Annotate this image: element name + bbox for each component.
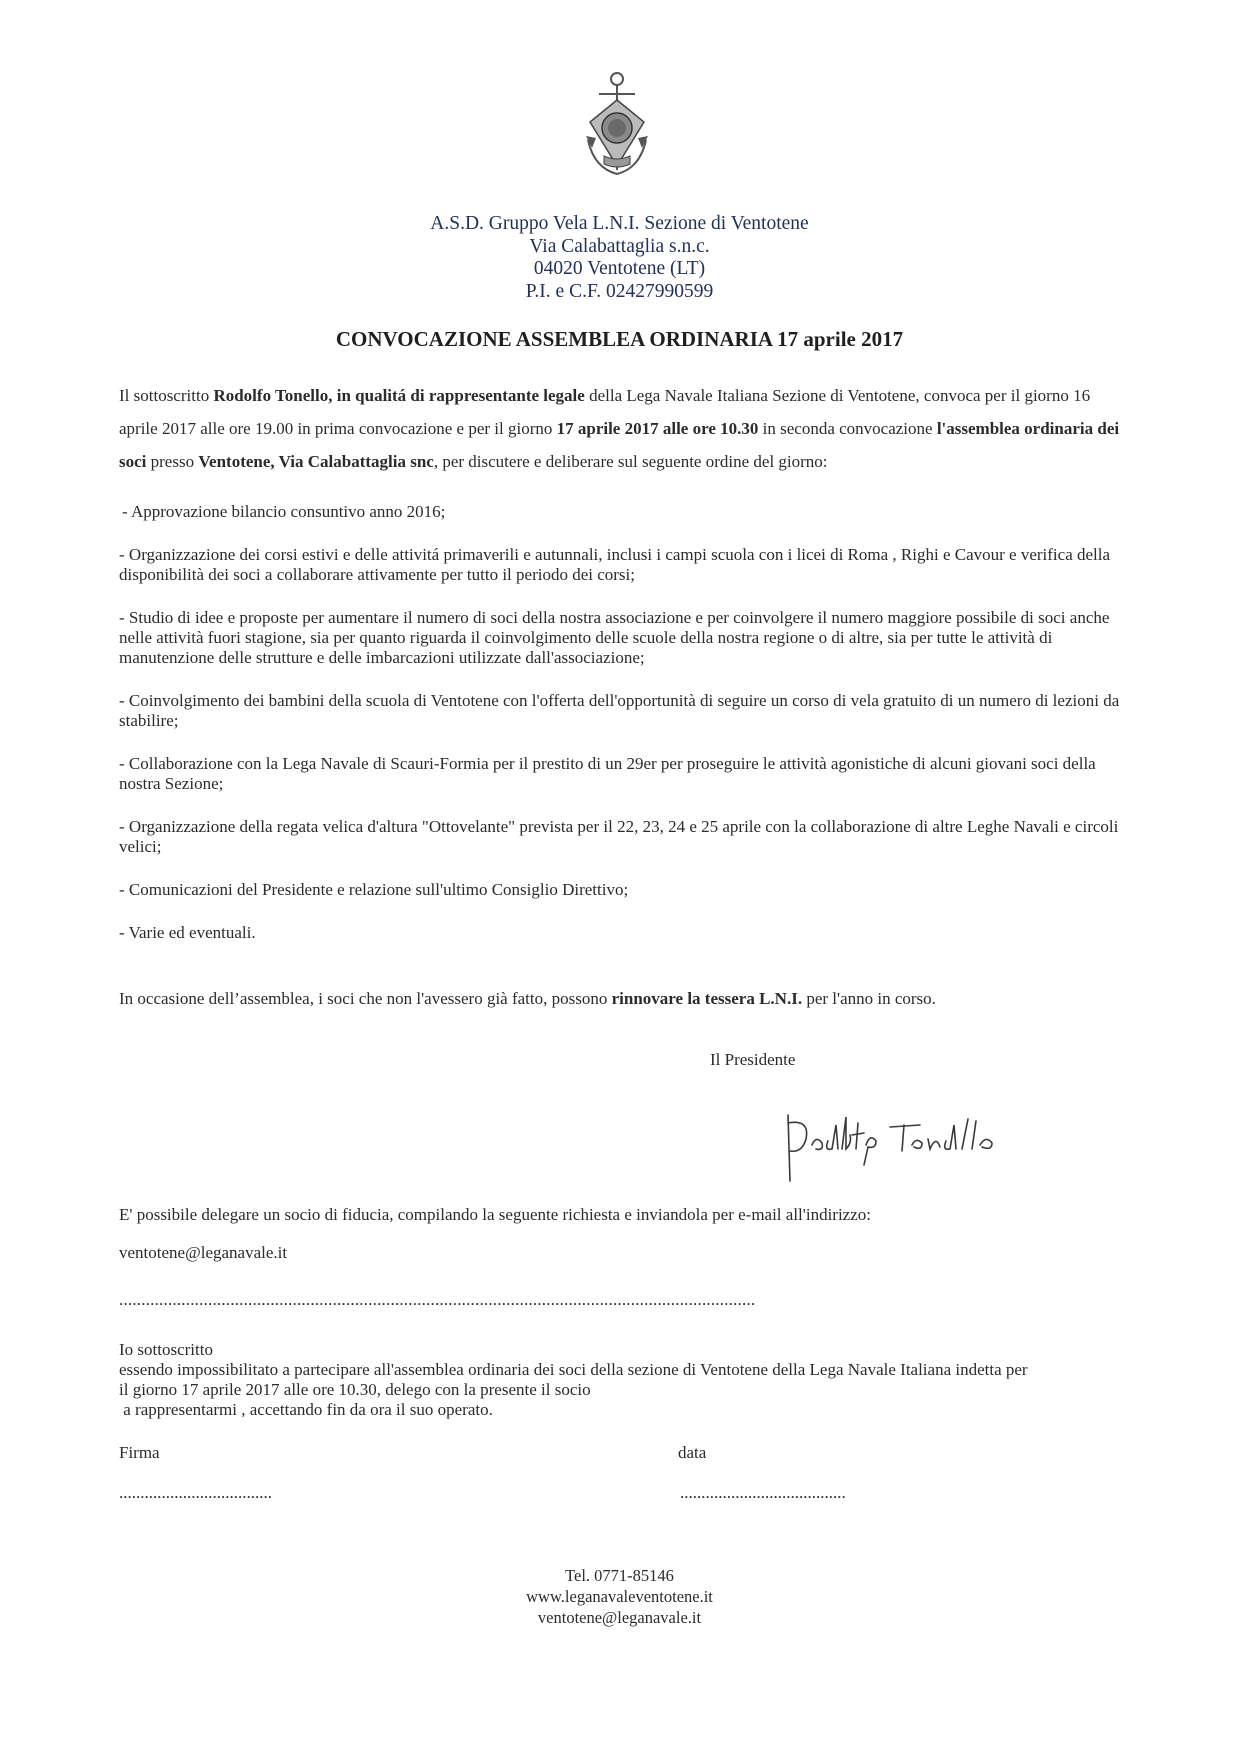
closing-bold: rinnovare la tessera L.N.I. <box>611 989 803 1008</box>
footer-email[interactable]: ventotene@leganavale.it <box>537 1608 702 1627</box>
footer-contacts <box>0 1565 1239 1628</box>
president-label: Il Presidente <box>710 1050 796 1069</box>
intro-bold: Ventotene, Via Calabattaglia snc <box>198 452 434 471</box>
agenda-item: - Comunicazioni del Presidente e relazione sull'ultimo Consiglio Direttivo; <box>119 880 629 899</box>
intro-text: Il sottoscritto <box>119 386 214 405</box>
firma-field[interactable]: .................................... <box>119 1483 272 1502</box>
delegation-email[interactable]: ventotene@leganavale.it <box>119 1243 288 1262</box>
data-label: data <box>678 1443 707 1462</box>
org-name: A.S.D. Gruppo Vela L.N.I. Sezione di Ventotene <box>430 213 809 234</box>
intro-bold: Rodolfo Tonello, in qualitá di rappresentante legale <box>213 386 585 405</box>
org-city: 04020 Ventotene (LT) <box>533 258 706 279</box>
lni-anchor-logo <box>582 70 652 182</box>
closing-text: per l'anno in corso. <box>802 989 936 1008</box>
intro-bold: l'assemblea ordinaria dei soci <box>119 419 1120 471</box>
org-address: Via Calabattaglia s.n.c. <box>529 235 710 257</box>
agenda-item: - Varie ed eventuali. <box>119 923 256 942</box>
form-line: essendo impossibilitato a partecipare all'assemblea ordinaria dei soci della sezione di Ventotene della Lega Navale Italiana indetta per <box>119 1360 1028 1379</box>
intro-paragraph <box>119 379 1129 478</box>
intro-text: della Lega Navale Italiana Sezione di Ventotene, convoca per il giorno 16 aprile 2017 alle ore 19.00 in prima convocazione e per il giorno <box>119 386 1091 438</box>
form-line: il giorno 17 aprile 2017 alle ore 10.30, delego con la presente il socio <box>119 1380 591 1399</box>
agenda-item: - Organizzazione della regata velica d'altura "Ottovelante" prevista per il 22, 23, 24 e 25 aprile con la collaborazione di altre Leghe Navali e circoli velici; <box>119 817 1119 856</box>
intro-text: , per discutere e deliberare sul seguente ordine del giorno: <box>433 452 828 471</box>
document-title: CONVOCAZIONE ASSEMBLEA ORDINARIA 17 aprile 2017 <box>335 327 904 351</box>
delegation-form <box>119 1340 1139 1420</box>
org-vat: P.I. e C.F. 02427990599 <box>525 280 714 302</box>
agenda-item: - Approvazione bilancio consuntivo anno 2016; <box>122 502 446 521</box>
intro-text: in seconda convocazione <box>758 419 937 438</box>
organization-header <box>0 213 1239 303</box>
intro-bold: 17 aprile 2017 alle ore 10.30 <box>556 419 759 438</box>
agenda-list <box>119 502 1139 966</box>
data-field[interactable]: ....................................... <box>680 1483 846 1502</box>
footer-website[interactable]: www.leganavaleventotene.it <box>526 1587 713 1606</box>
agenda-item: - Coinvolgimento dei bambini della scuola di Ventotene con l'offerta dell'opportunità di seguire un corso di vela gratuito di un numero di lezioni da stabilire; <box>119 691 1120 730</box>
handwritten-signature <box>780 1105 1030 1185</box>
agenda-item: - Organizzazione dei corsi estivi e delle attivitá primaverili e autunnali, inclusi i campi scuola con i licei di Roma , Righi e Cavour e verifica della disponibilità dei soci a collaborare attivamente per tutto il periodo dei corsi; <box>119 545 1111 584</box>
closing-text: In occasione dell’assemblea, i soci che non l'avessero già fatto, possono <box>119 989 612 1008</box>
firma-label: Firma <box>119 1443 160 1462</box>
agenda-item: - Collaborazione con la Lega Navale di Scauri-Formia per il prestito di un 29er per proseguire le attività agonistiche di alcuni giovani soci della nostra Sezione; <box>119 754 1096 793</box>
intro-text: presso <box>146 452 199 471</box>
form-line: a rappresentarmi , accettando fin da ora il suo operato. <box>119 1400 493 1419</box>
agenda-item: - Studio di idee e proposte per aumentare il numero di soci della nostra associazione e per coinvolgere il numero maggiore possibile di soci anche nelle attività fuori stagione, sia per quanto riguarda il coinvolgimento delle scuole della nostra regione o di altre, sia per tutte le attività di manutenzione delle strutture e delle imbarcazioni utilizzate dall'associazione; <box>119 608 1110 667</box>
delegation-intro: E' possibile delegare un socio di fiducia, compilando la seguente richiesta e inviandola per e-mail all'indirizzo: <box>119 1205 871 1224</box>
separator-dots: ............................................................................................................................................... <box>119 1290 756 1309</box>
closing-paragraph <box>119 989 1129 1009</box>
form-line: Io sottoscritto <box>119 1340 213 1359</box>
footer-phone: Tel. 0771-85146 <box>565 1566 674 1585</box>
